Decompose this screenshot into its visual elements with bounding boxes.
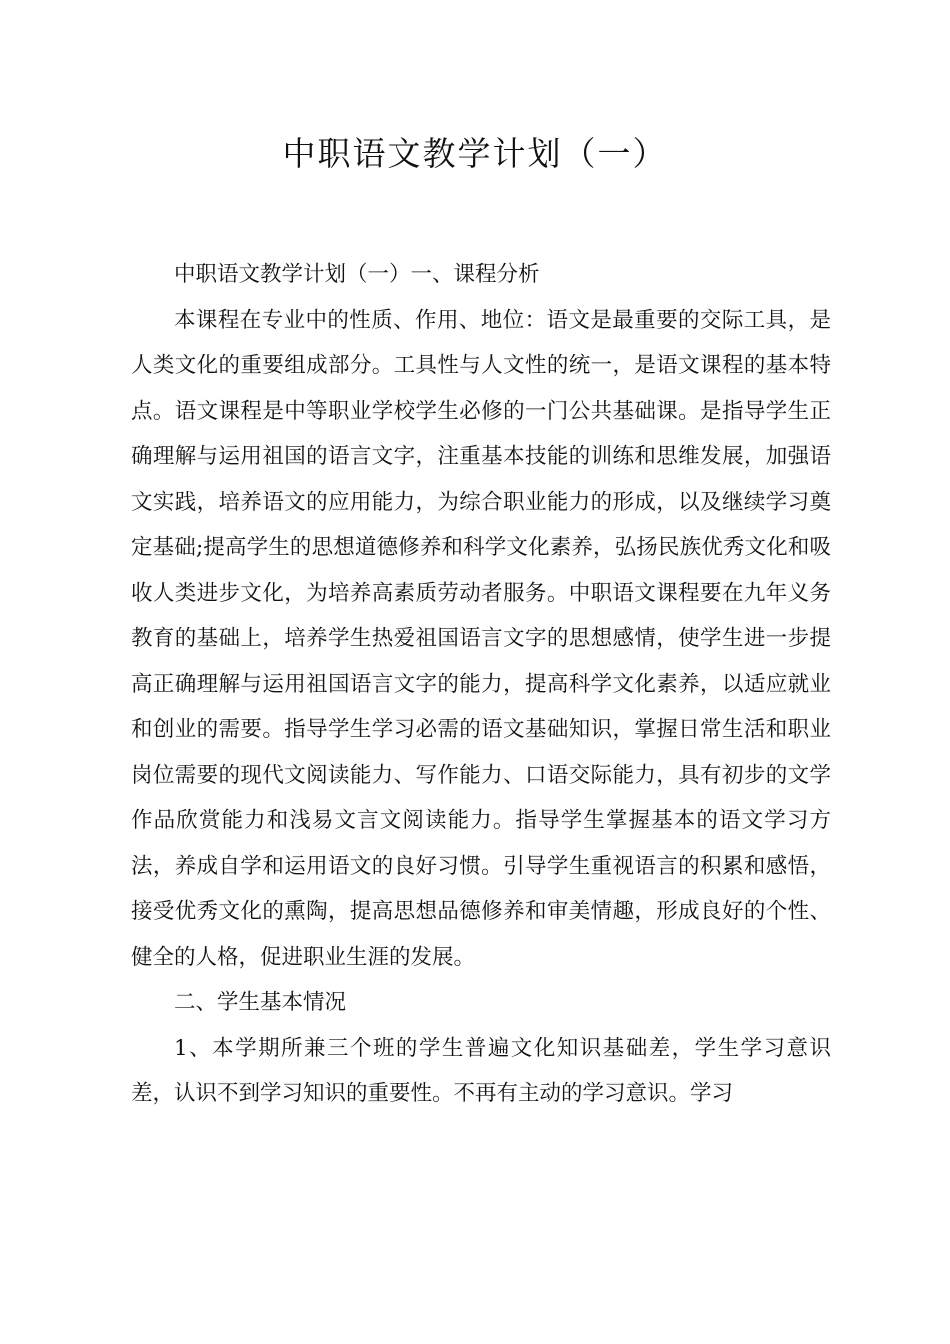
paragraph-student-situation: 1、本学期所兼三个班的学生普遍文化知识基础差，学生学习意识差，认识不到学习知识的重要性。不再有主动的学习意识。学习 — [131, 1035, 831, 1106]
section-heading-student-situation: 二、学生基本情况 — [174, 990, 347, 1015]
document-title: 中职语文教学计划（一） — [282, 134, 668, 173]
paragraph-course-nature: 本课程在专业中的性质、作用、地位：语文是最重要的交际工具，是人类文化的重要组成部分。工具性与人文性的统一，是语文课程的基本特点。语文课程是中等职业学校学生必修的一门公共基础课。是指导学生正确理解与运用祖国的语言文字，注重基本技能的训练和思维发展，加强语文实践，培养语文的应用能力，为综合职业能力的形成，以及继续学习奠定基础;提高学生的思想道德修养和科学文化素养，弘扬民族优秀文化和吸收人类进步文化，为培养高素质劳动者服务。中职语文课程要在九年义务教育的基础上，培养学生热爱祖国语言文字的思想感情，使学生进一步提高正确理解与运用祖国语言文字的能力，提高科学文化素养，以适应就业和创业的需要。指导学生学习必需的语文基础知识，掌握日常生活和职业岗位需要的现代文阅读能力、写作能力、口语交际能力，具有初步的文学作品欣赏能力和浅易文言文阅读能力。指导学生掌握基本的语文学习方法，养成自学和运用语文的良好习惯。引导学生重视语言的积累和感悟，接受优秀文化的熏陶，提高思想品德修养和审美情趣，形成良好的个性、健全的人格，促进职业生涯的发展。 — [131, 307, 831, 970]
section-heading-course-analysis: 中职语文教学计划（一）一、课程分析 — [174, 262, 540, 287]
document-body — [131, 252, 831, 1117]
